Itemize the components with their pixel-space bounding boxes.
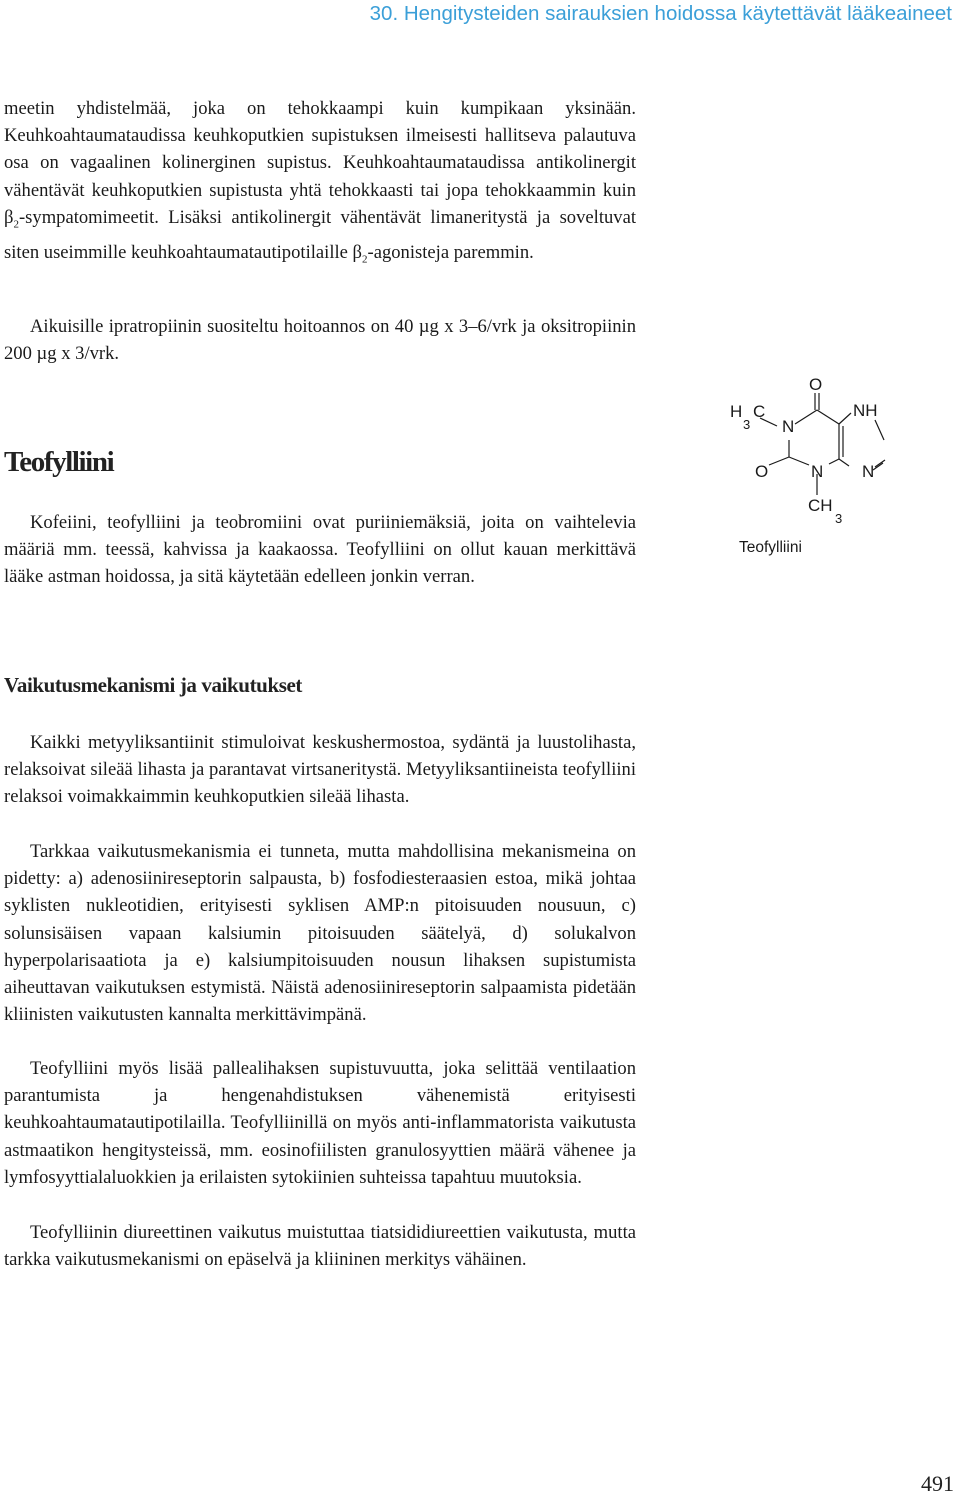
intro-text-a: meetin yhdistelmää, joka on tehokkaampi kuin kumpikaan yksinään. Keuhkoahtaumataudissa keuhkoputkien supistuksen ilmeisesti hallitseva palautuva osa on vagaalinen kolinerginen supistus. Keuhkoahtaumataudissa antikolinergit vähentävät keuhkoputkien supistusta yhtä tehokkaasti tai jopa tehokkaammin kuin β — [4, 98, 636, 228]
vaikutus-paragraph-1: Kaikki metyyliksantiinit stimuloivat keskushermostoa, sydäntä ja luustolihasta, relaksoivat sileää lihasta ja parantavat virtsaneritystä. Metyyliksantiineista teofylliini relaksoi voimakkaimmin keuhkoputkien sileää lihasta. — [4, 732, 636, 808]
nitrogen-n1: N — [782, 417, 795, 436]
vaikutus-paragraph-3: Teofylliini myös lisää pallealihaksen supistuvuutta, joka selittää ventilaation parantumista ja hengenahdistuksen vähenemistä erityisesti keuhkoahtaumatautipotilailla. Teofylliinillä on myös anti-inflammatorista vaikutusta astmaatikon hengitysteissä, mm. eosinofiilisten granulosyyttien määrä vähenee ja lymfosyyttialaluokkien ja erilaisten sytokiinien suhteissa tapahtuu muutoksia. — [4, 1058, 636, 1188]
intro-paragraph-1 — [4, 95, 636, 274]
page-number: 491 — [921, 1471, 954, 1496]
running-header: 30. Hengitysteiden sairauksien hoidossa käytettävät lääkeaineet — [369, 2, 952, 25]
nitrogen-n3: N — [811, 462, 824, 481]
carbonyl-oxygen-left: O — [755, 462, 769, 481]
intro-text-c: -agonisteja paremmin. — [367, 241, 534, 263]
methyl-subscript: 3 — [835, 511, 843, 526]
carbonyl-oxygen-top: O — [809, 375, 823, 394]
beta2-subscript: 2 — [362, 253, 368, 266]
nitrogen-n9: N — [862, 462, 875, 481]
structure-caption: Teofylliini — [739, 539, 802, 556]
methyl-h: H — [730, 402, 743, 421]
teofylliini-heading: Teofylliini — [4, 446, 114, 478]
nh-group: NH — [853, 401, 878, 420]
beta2-subscript: 2 — [13, 218, 19, 231]
theophylline-structure — [725, 368, 895, 568]
methyl-subscript: 3 — [743, 417, 751, 432]
intro-text-b: -sympatomimeetit. Lisäksi antikolinergit vähentävät limaneritystä ja soveltuvat siten useimmille keuhkoahtaumatautipotilaille β — [4, 206, 636, 263]
teofylliini-paragraph: Kofeiini, teofylliini ja teobromiini ovat puriiniemäksiä, joita on vaihtelevia määriä mm. teessä, kahvissa ja kaakaossa. Teofylliini on ollut kauan merkittävä lääke astman hoidossa, ja sitä käytetään edelleen jonkin verran. — [4, 512, 636, 588]
methyl-ch: CH — [808, 496, 833, 515]
vaikutus-heading: Vaikutusmekanismi ja vaikutukset — [4, 673, 303, 697]
intro-paragraph-2: Aikuisille ipratropiinin suositeltu hoitoannos on 40 µg x 3–6/vrk ja oksitropiinin 200 µg x 3/vrk. — [4, 316, 636, 365]
vaikutus-paragraph-4: Teofylliinin diureettinen vaikutus muistuttaa tiatsididiureettien vaikutusta, mutta tarkka vaikutusmekanismi on epäselvä ja kliininen merkitys vähäinen. — [4, 1222, 636, 1271]
vaikutus-paragraph-2: Tarkkaa vaikutusmekanismia ei tunneta, mutta mahdollisina mekanismeina on pidetty: a) adenosiinireseptorin salpausta, b) fosfodiesteraasien estoa, mikä johtaa syklisten nukleotidien, erityisesti syklisen AMP:n pitoisuuden nousuun, c) solunsisäisen vapaan kalsiumin pitoisuuden säätelyä, d) solukalvon hyperpolarisaatiota ja e) kalsiumpitoisuuden nousun lihaksen supistumista aiheuttavan vaikutuksen estymistä. Näistä adenosiinireseptorin salpaamista pidetään kliinisten vaikutusten kannalta merkittävimpänä. — [4, 841, 636, 1026]
methyl-c: C — [753, 402, 766, 421]
